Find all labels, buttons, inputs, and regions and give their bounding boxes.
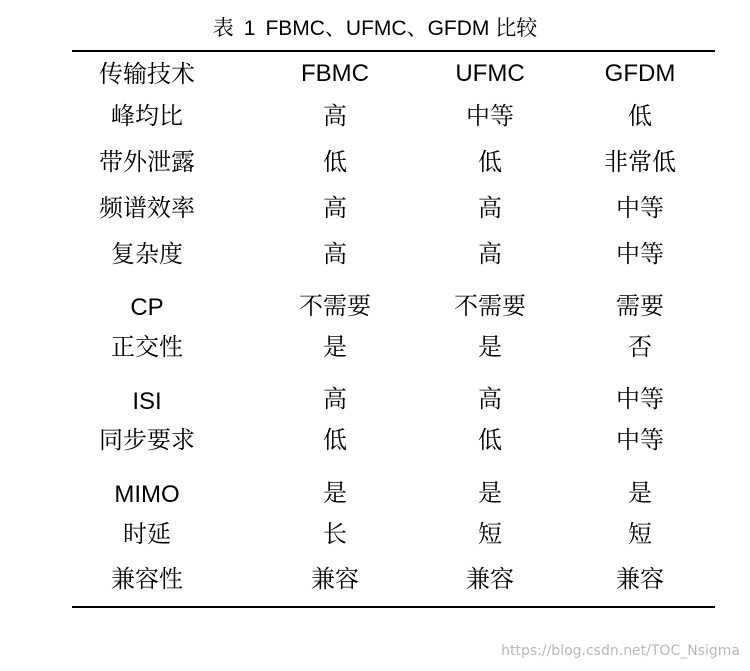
table-cell: 低 xyxy=(478,426,502,454)
table-cell: 高 xyxy=(323,194,347,222)
table-cell: 高 xyxy=(478,385,502,413)
table-cell: 高 xyxy=(323,385,347,413)
table-cell: 不需要 xyxy=(299,292,371,320)
row-label: 兼容性 xyxy=(111,565,183,593)
row-label: 正交性 xyxy=(111,333,183,361)
row-label: 峰均比 xyxy=(111,102,183,130)
table-cell: 非常低 xyxy=(604,148,676,176)
table-cell: 短 xyxy=(628,520,652,548)
table-cell: 低 xyxy=(628,102,652,130)
table-cell: 否 xyxy=(628,333,652,361)
table-cell: 高 xyxy=(323,240,347,268)
table-cell: 低 xyxy=(478,148,502,176)
header-cell: 传输技术 xyxy=(99,60,195,88)
table-cell: 是 xyxy=(478,333,502,361)
header-cell: FBMC xyxy=(301,60,369,87)
table-cell: 长 xyxy=(323,520,347,548)
table-cell: 是 xyxy=(323,333,347,361)
table-cell: 不需要 xyxy=(454,292,526,320)
table-cell: 低 xyxy=(323,148,347,176)
table-cell: 中等 xyxy=(466,102,514,130)
row-label: 复杂度 xyxy=(111,240,183,268)
table-cell: 兼容 xyxy=(311,565,359,593)
table-top-rule xyxy=(72,50,715,52)
row-label: MIMO xyxy=(114,481,180,508)
table-cell: 兼容 xyxy=(616,565,664,593)
table-cell: 短 xyxy=(478,520,502,548)
caption-number: 1 xyxy=(243,17,256,40)
header-cell: UFMC xyxy=(455,60,525,87)
table-cell: 是 xyxy=(628,479,652,507)
table-cell: 高 xyxy=(478,240,502,268)
table-cell: 低 xyxy=(323,426,347,454)
table-cell: 兼容 xyxy=(466,565,514,593)
header-cell: GFDM xyxy=(604,60,676,87)
table-caption xyxy=(0,14,750,43)
table-cell: 高 xyxy=(478,194,502,222)
row-label: 带外泄露 xyxy=(99,148,195,176)
table-cell: 高 xyxy=(323,102,347,130)
caption-title: FBMC、UFMC、GFDM 比较 xyxy=(265,17,538,40)
row-label: 同步要求 xyxy=(99,426,195,454)
table-cell: 中等 xyxy=(616,240,664,268)
table-cell: 中等 xyxy=(616,194,664,222)
table-cell: 是 xyxy=(323,479,347,507)
row-label: ISI xyxy=(132,388,162,415)
watermark: https://blog.csdn.net/TOC_Nsigma xyxy=(501,643,740,659)
row-label: 时延 xyxy=(123,520,171,548)
row-label: 频谱效率 xyxy=(99,194,195,222)
table-cell: 需要 xyxy=(616,292,664,320)
table-bottom-rule xyxy=(72,606,715,608)
row-label: CP xyxy=(130,294,164,321)
table-cell: 中等 xyxy=(616,385,664,413)
table-cell: 中等 xyxy=(616,426,664,454)
table-cell: 是 xyxy=(478,479,502,507)
caption-prefix: 表 xyxy=(212,16,234,40)
